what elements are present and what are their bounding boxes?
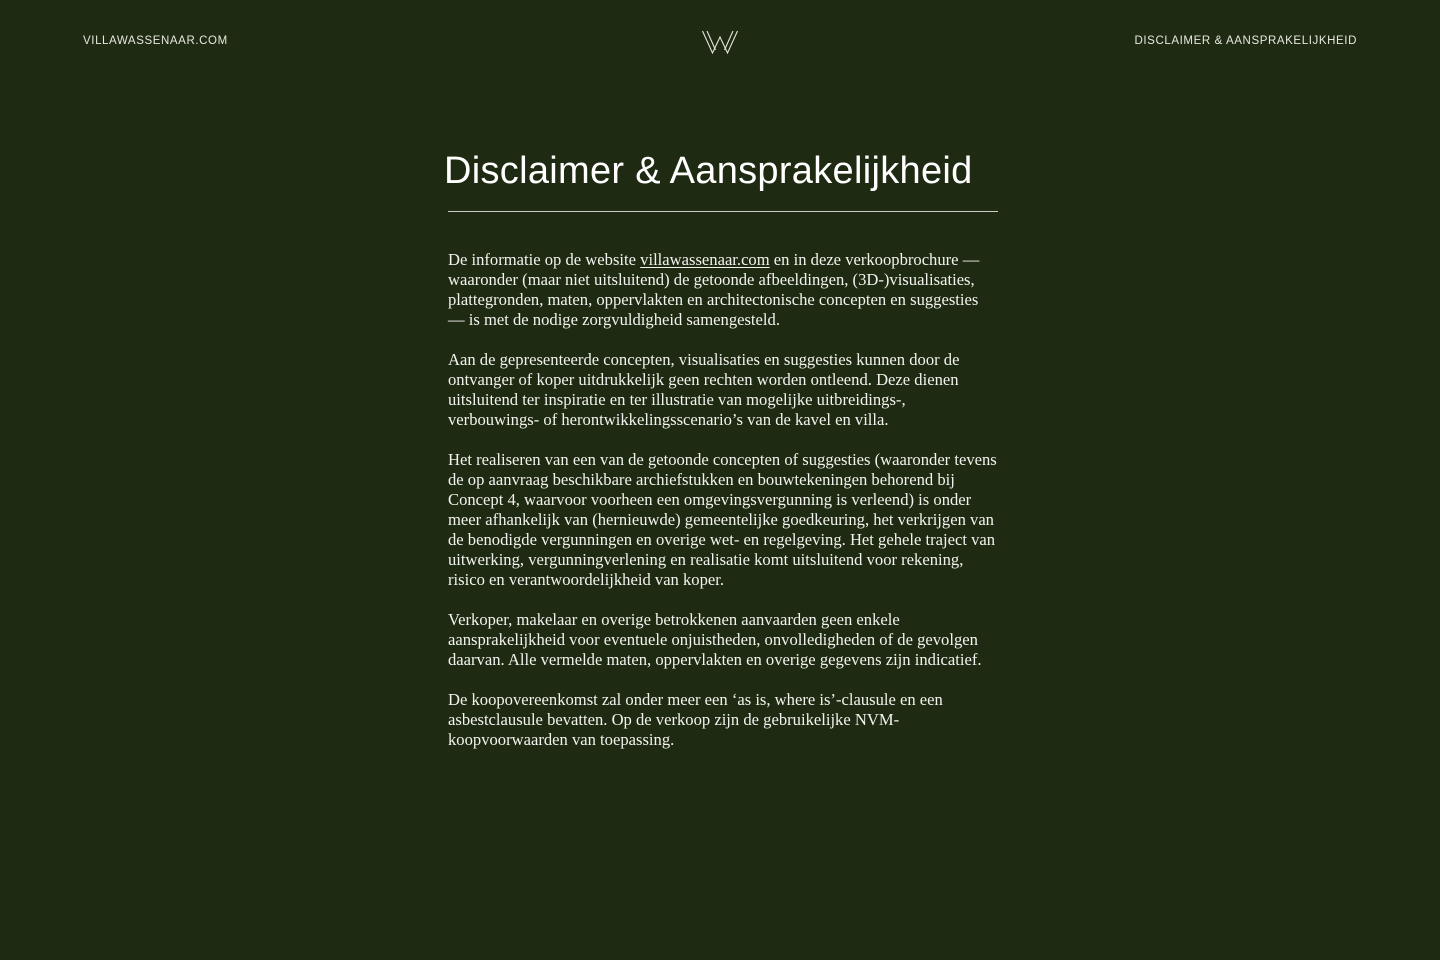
- paragraph-2: Aan de gepresenteerde concepten, visualisaties en suggesties kunnen door de ontvanger of koper uitdrukkelijk geen rechten worden ontleend. Deze dienen uitsluitend ter inspiratie en ter illustratie van mogelijke uitbreidings-, verbouwings- of herontwikkelingsscenario’s van de kavel en villa.: [448, 350, 960, 429]
- top-bar: [0, 0, 1440, 84]
- paragraph-1-intro: De informatie op de website: [448, 250, 641, 269]
- disclaimer-body: [448, 250, 998, 770]
- paragraph-1: [448, 250, 998, 330]
- paragraph-5: De koopovereenkomst zal onder meer een ‘as is, where is’-clausule en een asbestclausule bevatten. Op de verkoop zijn de gebruikelijke NVM-koopvoorwaarden van toepassing.: [448, 690, 943, 749]
- w-monogram-logo-icon[interactable]: [702, 29, 738, 55]
- site-home-link[interactable]: VILLAWASSENAAR.COM: [83, 35, 228, 47]
- title-divider: [448, 211, 998, 212]
- paragraph-4: Verkoper, makelaar en overige betrokkenen aanvaarden geen enkele aansprakelijkheid voor eventuele onjuistheden, onvolledigheden of de gevolgen daarvan. Alle vermelde maten, oppervlakten en overige gegevens zijn indicatief.: [448, 610, 982, 669]
- paragraph-3: Het realiseren van een van de getoonde concepten of suggesties (waaronder tevens de op aanvraag beschikbare archiefstukken en bouwtekeningen behorend bij Concept 4, waarvoor voorheen een omgevingsvergunning is verleend) is onder meer afhankelijk van (hernieuwde) gemeentelijke goedkeuring, het verkrijgen van de benodigde vergunningen en overige wet- en regelgeving. Het gehele traject van uitwerking, vergunningverlening en realisatie komt uitsluitend voor rekening, risico en verantwoordelijkheid van koper.: [448, 450, 997, 589]
- page-title: Disclaimer & Aansprakelijkheid: [444, 150, 973, 192]
- disclaimer-nav-link[interactable]: DISCLAIMER & AANSPRAKELIJKHEID: [1134, 35, 1357, 47]
- website-link[interactable]: villawassenaar.com: [640, 250, 770, 269]
- paragraph-1-rest: en in deze verkoopbrochure — waaronder (maar niet uitsluitend) de getoonde afbeeldingen, (3D-)visualisaties, plattegronden, maten, oppervlakten en architectonische concepten en suggesties — is met de nodige zorgvuldigheid samengesteld.: [448, 250, 980, 329]
